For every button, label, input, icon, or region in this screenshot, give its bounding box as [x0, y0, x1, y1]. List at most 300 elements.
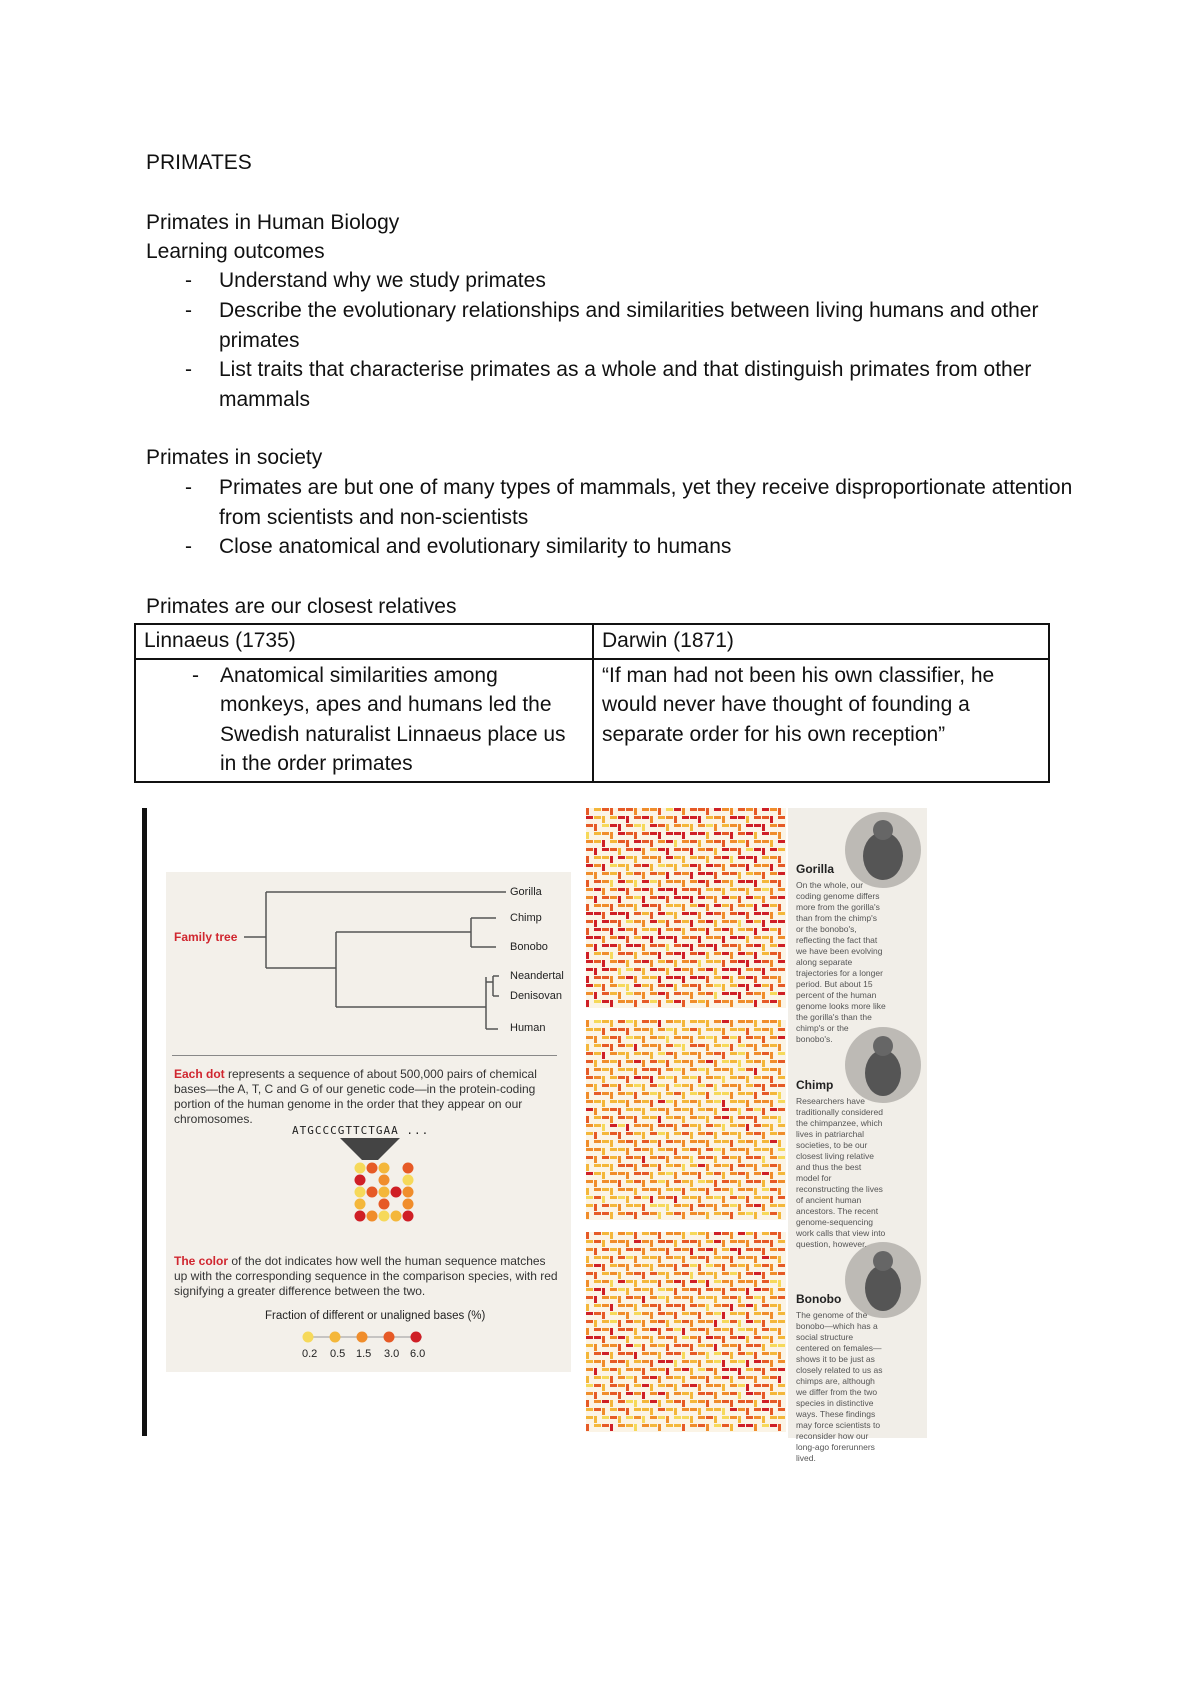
- genome-dot: [754, 1000, 757, 1007]
- genome-dot: [666, 864, 673, 867]
- genome-dot: [730, 1084, 737, 1087]
- genome-dot: [770, 1296, 777, 1299]
- genome-dot: [762, 912, 769, 915]
- genome-dot: [634, 1304, 637, 1311]
- genome-dot: [666, 1240, 673, 1243]
- genome-dot: [698, 1304, 705, 1307]
- genome-dot: [610, 1180, 617, 1183]
- genome-dot: [618, 1336, 625, 1339]
- genome-dot: [666, 1280, 673, 1283]
- genome-dot: [682, 840, 689, 843]
- genome-dot: [618, 1240, 625, 1243]
- genome-dot: [714, 1264, 721, 1267]
- genome-dot: [626, 1312, 629, 1319]
- genome-dot: [714, 1148, 721, 1151]
- genome-dot: [722, 1196, 725, 1203]
- genome-dot: [626, 1328, 633, 1331]
- genome-dot: [618, 872, 621, 879]
- genome-dot: [642, 928, 649, 931]
- genome-dot: [594, 1352, 601, 1355]
- genome-dot: [722, 1100, 725, 1107]
- genome-dot: [634, 1408, 641, 1411]
- genome-dot: [618, 1084, 621, 1091]
- genome-dot: [602, 1028, 605, 1035]
- genome-dot: [610, 952, 613, 959]
- genome-dot: [658, 1392, 665, 1395]
- genome-dot: [634, 1392, 641, 1395]
- genome-dot: [690, 816, 697, 819]
- genome-dot: [738, 1068, 745, 1071]
- genome-dot: [674, 1084, 681, 1087]
- genome-dot: [738, 1264, 745, 1267]
- genome-dot: [658, 1188, 661, 1195]
- genome-dot: [722, 1084, 729, 1087]
- genome-dot: [762, 1352, 769, 1355]
- genome-dot: [586, 936, 593, 939]
- genome-dot: [698, 928, 705, 931]
- genome-dot: [770, 1156, 777, 1159]
- genome-dot: [690, 1232, 697, 1235]
- genome-dot: [610, 888, 617, 891]
- genome-dot: [714, 1376, 721, 1379]
- genome-dot: [610, 1060, 617, 1063]
- genome-dot: [754, 1416, 761, 1419]
- genome-dot: [674, 1180, 681, 1183]
- genome-dot: [594, 968, 597, 975]
- genome-dot: [642, 936, 649, 939]
- genome-dot: [610, 1280, 613, 1287]
- genome-dot: [626, 1068, 633, 1071]
- genome-dot: [738, 1344, 741, 1351]
- genome-dot: [730, 984, 737, 987]
- genome-dot: [714, 1060, 717, 1067]
- genome-dot: [714, 912, 721, 915]
- genome-dot: [650, 824, 657, 827]
- genome-dot: [730, 1212, 733, 1219]
- genome-dot: [722, 1248, 729, 1251]
- genome-dot: [674, 1328, 681, 1331]
- genome-dot: [642, 880, 649, 883]
- genome-dot: [698, 1376, 705, 1379]
- genome-dot: [618, 1320, 621, 1327]
- genome-dot: [650, 1196, 653, 1203]
- genome-dot: [698, 1296, 705, 1299]
- genome-dot: [682, 1076, 689, 1079]
- scale-dot: [330, 1332, 341, 1343]
- genome-dot: [770, 1328, 777, 1331]
- genome-dot: [586, 960, 593, 963]
- genome-dot: [706, 1068, 709, 1075]
- genome-dot: [690, 824, 693, 831]
- genome-dot: [642, 912, 649, 915]
- genome-dot: [674, 1116, 681, 1119]
- genome-dot: [602, 824, 609, 827]
- genome-dot: [674, 864, 677, 871]
- genome-dot: [690, 1328, 697, 1331]
- genome-dot: [738, 896, 741, 903]
- genome-dot: [722, 856, 729, 859]
- genome-dot: [770, 1196, 773, 1203]
- genome-dot: [754, 1296, 761, 1299]
- genome-dot: [762, 1100, 769, 1103]
- genome-dot: [682, 888, 689, 891]
- genome-dot: [594, 1108, 597, 1115]
- genome-dot: [762, 824, 765, 831]
- genome-dot: [762, 1020, 769, 1023]
- genome-dot: [698, 1076, 701, 1083]
- genome-dot: [658, 992, 665, 995]
- genome-dot: [594, 1100, 601, 1103]
- genome-dot: [634, 816, 641, 819]
- genome-dot: [698, 1312, 701, 1319]
- genome-dot: [666, 1408, 673, 1411]
- genome-dot: [642, 1020, 649, 1023]
- genome-dot: [714, 840, 721, 843]
- genome-dot: [762, 1148, 769, 1151]
- genome-dot: [738, 1272, 741, 1279]
- genome-dot: [594, 1124, 601, 1127]
- genome-dot: [594, 1296, 597, 1303]
- genome-dot: [730, 1092, 733, 1099]
- genome-dot: [618, 1172, 625, 1175]
- genome-dot: [770, 864, 773, 871]
- genome-dot: [626, 824, 633, 827]
- genome-dot: [690, 968, 693, 975]
- genome-dot: [682, 856, 685, 863]
- genome-dot: [778, 912, 785, 915]
- genome-dot: [722, 1280, 729, 1283]
- genome-dot: [690, 1108, 693, 1115]
- genome-dot: [746, 992, 753, 995]
- genome-dot: [634, 864, 641, 867]
- genome-dot: [714, 1028, 721, 1031]
- genome-dot: [634, 1320, 641, 1323]
- genome-dot: [714, 1172, 721, 1175]
- genome-dot: [746, 952, 753, 955]
- genome-dot: [618, 1312, 625, 1315]
- genome-dot: [690, 1028, 697, 1031]
- genome-dot: [770, 1060, 777, 1063]
- genome-dot: [714, 1204, 717, 1211]
- genome-dot: [682, 1296, 689, 1299]
- bonobo-silhouette: [845, 1242, 921, 1318]
- genome-dot: [722, 1036, 729, 1039]
- genome-dot: [602, 952, 609, 955]
- genome-dot: [778, 984, 785, 987]
- genome-dot: [738, 984, 745, 987]
- genome-dot: [770, 1352, 777, 1355]
- genome-dot: [754, 1212, 757, 1219]
- genome-dot: [658, 1060, 665, 1063]
- genome-dot: [690, 1272, 693, 1279]
- genome-dot: [642, 848, 645, 855]
- genome-dot: [738, 992, 741, 999]
- genome-dot: [698, 1124, 701, 1131]
- genome-dot: [626, 960, 629, 967]
- genome-dot: [634, 1092, 637, 1099]
- genome-dot: [650, 1204, 657, 1207]
- genome-dot: [602, 1272, 609, 1275]
- genome-dot: [602, 1124, 605, 1131]
- genome-dot: [666, 1084, 669, 1091]
- genome-dot: [586, 1068, 589, 1075]
- genome-dot: [778, 1068, 781, 1075]
- genome-dot: [626, 1304, 633, 1307]
- genome-dot: [738, 928, 745, 931]
- genome-dot: [618, 1376, 625, 1379]
- genome-dot: [642, 1180, 645, 1187]
- genome-dot: [642, 1196, 649, 1199]
- genome-dot: [698, 912, 701, 919]
- genome-dot: [730, 976, 733, 983]
- genome-dot: [698, 960, 701, 967]
- genome-dot: [714, 952, 721, 955]
- genome-dot: [586, 1240, 593, 1243]
- genome-dot: [690, 960, 697, 963]
- genome-dot: [666, 1212, 673, 1215]
- genome-dot: [586, 1272, 593, 1275]
- genome-dot: [650, 1084, 657, 1087]
- genome-dot: [594, 888, 601, 891]
- genome-dot: [754, 1288, 761, 1291]
- genome-dot: [690, 1196, 697, 1199]
- genome-dot: [610, 848, 617, 851]
- genome-dot: [754, 1384, 761, 1387]
- genome-dot: [634, 1172, 641, 1175]
- genome-dot: [778, 1384, 785, 1387]
- genome-dot: [746, 1320, 753, 1323]
- genome-dot: [690, 1256, 697, 1259]
- genome-dot: [618, 1212, 625, 1215]
- genome-dot: [754, 1360, 761, 1363]
- genome-dot: [602, 944, 609, 947]
- genome-dot: [738, 1092, 745, 1095]
- genome-dot: [666, 1400, 673, 1403]
- genome-dot: [762, 880, 769, 883]
- genome-dot: [658, 1092, 661, 1099]
- genome-dot: [674, 1000, 681, 1003]
- genome-dot: [674, 1392, 681, 1395]
- genome-dot: [778, 1408, 785, 1411]
- genome-dot: [610, 856, 613, 863]
- genome-dot: [594, 1188, 601, 1191]
- genome-dot: [762, 1248, 765, 1255]
- genome-dot: [626, 1100, 629, 1107]
- genome-dot: [642, 1140, 649, 1143]
- genome-dot-maps: [586, 808, 788, 1438]
- genome-dot: [778, 1368, 785, 1371]
- genome-dot: [666, 1312, 673, 1315]
- genome-dot: [642, 1400, 649, 1403]
- genome-dot: [770, 1188, 777, 1191]
- genome-dot: [706, 952, 709, 959]
- genome-dot: [626, 904, 633, 907]
- genome-dot: [722, 976, 729, 979]
- genome-dot: [658, 896, 665, 899]
- genome-dot: [754, 1392, 761, 1395]
- genome-dot: [706, 1020, 709, 1027]
- genome-dot: [666, 1256, 673, 1259]
- species-label-human: Human: [510, 1022, 546, 1034]
- genome-dot: [730, 808, 733, 815]
- genome-dot: [650, 952, 657, 955]
- genome-dot: [746, 920, 753, 923]
- genome-dot: [754, 1320, 761, 1323]
- genome-dot: [714, 944, 717, 951]
- genome-dot: [690, 1172, 697, 1175]
- genome-dot: [754, 1328, 757, 1335]
- genome-dot: [658, 1368, 665, 1371]
- genome-dot: [594, 1092, 601, 1095]
- genome-dot: [746, 864, 749, 871]
- genome-dot: [634, 880, 637, 887]
- genome-dot: [594, 1240, 601, 1243]
- genome-dot: [754, 1116, 757, 1123]
- genome-dot: [642, 1028, 649, 1031]
- genome-dot: [642, 984, 649, 987]
- genome-dot: [746, 1352, 753, 1355]
- genome-dot: [586, 904, 589, 911]
- genome-dot: [674, 1140, 681, 1143]
- genome-dot: [722, 1164, 729, 1167]
- genome-dot: [626, 1288, 629, 1295]
- genome-dot: [658, 1140, 661, 1147]
- genome-dot: [586, 912, 593, 915]
- genome-dot: [682, 1036, 689, 1039]
- genome-dot: [714, 936, 721, 939]
- genome-dot: [770, 1020, 777, 1023]
- genome-dot: [626, 928, 633, 931]
- genome-dot: [738, 1400, 745, 1403]
- genome-dot: [634, 1036, 641, 1039]
- genome-dot: [682, 1288, 689, 1291]
- genome-dot: [682, 1196, 689, 1199]
- genome-dot: [778, 1296, 785, 1299]
- genome-dot: [610, 1320, 617, 1323]
- genome-dot: [770, 1232, 777, 1235]
- genome-dot: [714, 1036, 717, 1043]
- genome-dot: [778, 944, 785, 947]
- genome-dot: [642, 1076, 649, 1079]
- scale-value: 1.5: [356, 1348, 372, 1360]
- genome-dot: [594, 1204, 597, 1211]
- genome-dot: [594, 1132, 597, 1139]
- genome-dot: [666, 1068, 673, 1071]
- genome-dot: [634, 1288, 641, 1291]
- genome-dot: [706, 1204, 713, 1207]
- genome-dot: [626, 1256, 633, 1259]
- genome-dot: [714, 880, 721, 883]
- genome-dot: [594, 960, 601, 963]
- genome-dot: [722, 1272, 729, 1275]
- genome-dot: [642, 824, 645, 831]
- genome-dot: [770, 1400, 777, 1403]
- genome-dot: [682, 1060, 689, 1063]
- genome-dot: [626, 1272, 633, 1275]
- genome-dot: [746, 936, 749, 943]
- genome-dot: [698, 1392, 705, 1395]
- genome-dot: [586, 1076, 593, 1079]
- genome-dot: [770, 1264, 773, 1271]
- genome-dot: [778, 1280, 781, 1287]
- genome-dot: [746, 1164, 753, 1167]
- genome-dot: [610, 912, 617, 915]
- genome-dot: [586, 1084, 593, 1087]
- genome-dot: [738, 1392, 741, 1399]
- bullet-dash: -: [185, 476, 192, 499]
- genome-dot: [690, 1068, 697, 1071]
- genome-dot: [634, 1140, 637, 1147]
- genome-dot: [770, 1424, 777, 1427]
- genome-dot: [650, 1256, 657, 1259]
- genome-dot: [714, 1424, 721, 1427]
- genome-dot: [618, 928, 625, 931]
- genome-dot: [626, 952, 633, 955]
- scale-value: 0.5: [330, 1348, 346, 1360]
- genome-dot: [730, 1132, 737, 1135]
- genome-dot: [778, 832, 781, 839]
- genome-dot: [690, 896, 693, 903]
- genome-dot: [738, 952, 745, 955]
- genome-dot: [730, 1336, 737, 1339]
- genome-dot: [730, 1288, 737, 1291]
- genome-dot: [626, 872, 633, 875]
- genome-dot: [698, 1148, 701, 1155]
- genome-dot: [682, 880, 685, 887]
- genome-dot: [618, 824, 621, 831]
- panel-title-bonobo: Bonobo: [796, 1292, 842, 1306]
- genome-dot: [642, 952, 649, 955]
- genome-dot: [618, 992, 621, 999]
- genome-dot: [658, 1196, 665, 1199]
- genome-dot: [690, 1304, 697, 1307]
- genome-dot: [610, 1240, 617, 1243]
- genome-dot: [674, 984, 677, 991]
- genome-dot: [682, 848, 689, 851]
- genome-dot: [674, 1196, 677, 1203]
- genome-dot: [674, 1148, 677, 1155]
- genome-dot: [650, 1272, 657, 1275]
- genome-dot: [706, 1392, 713, 1395]
- genome-dot: [602, 1044, 609, 1047]
- genome-dot: [770, 1336, 773, 1343]
- genome-dot: [634, 1188, 637, 1195]
- genome-dot: [690, 1052, 697, 1055]
- genome-dot: [770, 984, 773, 991]
- genome-dot: [730, 992, 737, 995]
- genome-dot: [730, 840, 737, 843]
- genome-dot: [746, 1360, 749, 1367]
- genome-dot: [610, 1296, 617, 1299]
- genome-dot: [642, 944, 645, 951]
- genome-dot: [722, 880, 729, 883]
- genome-dot: [674, 1060, 681, 1063]
- genome-dot: [754, 944, 761, 947]
- genome-dot: [594, 1028, 601, 1031]
- genome-dot: [658, 1240, 665, 1243]
- genome-dot: [618, 920, 621, 927]
- panel-text-chimp: Researchers have traditionally considered the chimpanzee, which lives in patriarchal societies, to be our closest living relative and thus the best model for reconstructing the lives of ancient human ancestors. The recent genome-sequencing work calls that view into question, however.: [796, 1096, 886, 1249]
- genome-dot: [698, 1172, 701, 1179]
- genome-dot: [738, 904, 745, 907]
- genome-dot: [722, 888, 725, 895]
- genome-dot: [610, 1352, 613, 1359]
- genome-dot: [690, 1060, 693, 1067]
- genome-dot: [770, 1172, 773, 1179]
- genome-dot: [754, 1068, 757, 1075]
- genome-dot: [754, 872, 761, 875]
- genome-dot: [634, 1272, 641, 1275]
